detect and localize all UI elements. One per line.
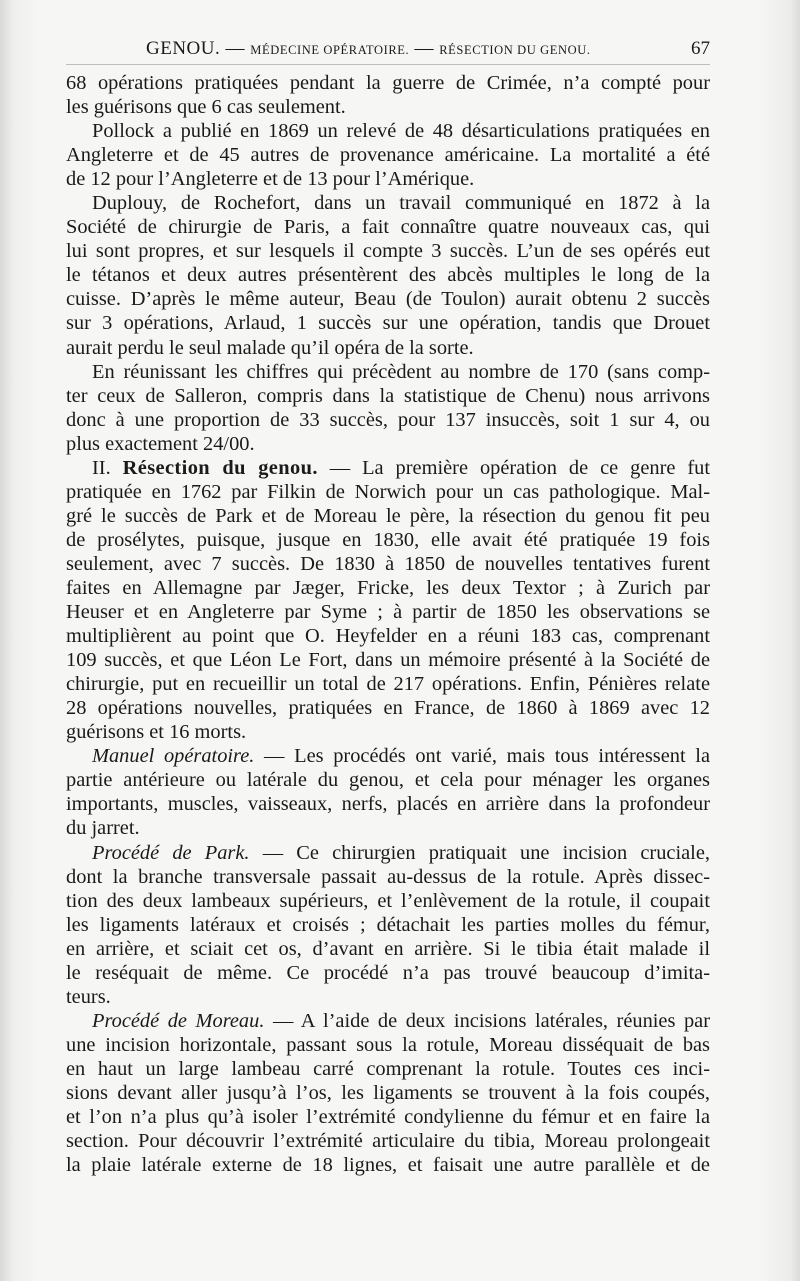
text-line: tion des deux lambeaux supérieurs, et l’enlèvement de la rotule, il coupait	[66, 889, 710, 912]
text-line: Duplouy, de Rochefort, dans un travail communiqué en 1872 à la	[92, 192, 710, 215]
text-line: plus exactement 24/00.	[66, 432, 255, 455]
subsection-heading: Procédé de Moreau.	[92, 1009, 265, 1032]
text-line	[66, 1009, 710, 1033]
text-line: gré le succès de Park et de Moreau le père, la résection du genou fit peu	[66, 504, 710, 527]
text-line: En réunissant les chiffres qui précèdent au nombre de 170 (sans comp-	[92, 360, 710, 383]
text-line: partie antérieure ou latérale du genou, et cela pour ménager les organes	[66, 769, 710, 792]
body-text	[66, 71, 710, 1177]
header-medecine-operatoire: MÉDECINE OPÉRATOIRE.	[250, 43, 410, 57]
header-resection-du-genou: RÉSECTION DU GENOU.	[439, 43, 591, 57]
text-line: dont la branche transversale passait au-dessus de la rotule. Après dissec-	[66, 865, 710, 888]
text-line: Heuser et en Angleterre par Syme ; à partir de 1850 les observations se	[66, 601, 710, 624]
text-line: une incision horizontale, passant sous la rotule, Moreau disséquait de bas	[66, 1033, 710, 1056]
text-line: multiplièrent au point que O. Heyfelder en a réuni 183 cas, comprenant	[66, 625, 710, 648]
text-line: les ligaments latéraux et croisés ; détachait les parties molles du fémur,	[66, 913, 710, 936]
text-line: le tétanos et deux autres présentèrent des abcès multiples le long de la	[66, 264, 710, 287]
text-line: de 12 pour l’Angleterre et de 13 pour l’Amérique.	[66, 168, 475, 191]
text-line: Pollock a publié en 1869 un relevé de 48 désarticulations pratiquées en	[92, 120, 710, 143]
text-line: cuisse. D’après le même auteur, Beau (de Toulon) aurait obtenu 2 succès	[66, 288, 710, 311]
text-line: le reséquait de même. Ce procédé n’a pas trouvé beaucoup d’imita-	[66, 961, 710, 984]
subsection-heading: Procédé de Park.	[92, 841, 250, 864]
text-line: teurs.	[66, 985, 111, 1008]
text-line: pratiquée en 1762 par Filkin de Norwich pour un cas pathologique. Mal-	[66, 480, 710, 503]
text-line: ter ceux de Salleron, compris dans la statistique de Chenu) nous arrivons	[66, 384, 710, 407]
header-separator: —	[220, 38, 251, 59]
line-text: — Les procédés ont varié, mais tous intéressent la	[254, 745, 710, 768]
text-line: du jarret.	[66, 817, 140, 840]
text-line	[66, 456, 710, 480]
text-line: et l’on n’a plus qu’à isoler l’extrémité condylienne du fémur et en faire la	[66, 1106, 710, 1129]
text-line: les guérisons que 6 cas seulement.	[66, 96, 346, 119]
line-text: — La première opération de ce genre fut	[317, 456, 710, 479]
section-heading: Résection du genou.	[122, 456, 318, 479]
text-line: sions devant aller jusqu’à l’os, les ligaments se trouvent à la fois coupés,	[66, 1081, 710, 1104]
running-title	[146, 36, 591, 63]
text-line: 68 opérations pratiquées pendant la guerre de Crimée, n’a compté pour	[66, 72, 710, 94]
text-line: 109 succès, et que Léon Le Fort, dans un mémoire présenté à la Société de	[66, 649, 710, 672]
page-number: 67	[691, 38, 710, 59]
running-header	[66, 36, 710, 62]
text-line: importants, muscles, vaisseaux, nerfs, placés en arrière dans la profondeur	[66, 793, 710, 816]
text-line: seulement, avec 7 succès. De 1830 à 1850 de nouvelles tentatives furent	[66, 552, 710, 575]
line-text: — A l’aide de deux incisions latérales, réunies par	[264, 1009, 710, 1032]
text-line: aurait perdu le seul malade qu’il opéra de la sorte.	[66, 336, 474, 359]
line-text: — Ce chirurgien pratiquait une incision cruciale,	[249, 841, 710, 864]
text-line: en arrière, et sciait cet os, d’avant en arrière. Si le tibia était malade il	[66, 937, 710, 960]
header-divider	[66, 64, 710, 65]
text-line: en haut un large lambeau carré comprenant la rotule. Toutes ces inci-	[66, 1057, 710, 1080]
text-line: lui sont propres, et sur lesquels il compte 3 succès. L’un de ses opérés eut	[66, 240, 710, 263]
text-line: section. Pour découvrir l’extrémité articulaire du tibia, Moreau prolongeait	[66, 1130, 710, 1153]
text-line: sur 3 opérations, Arlaud, 1 succès sur une opération, tandis que Drouet	[66, 312, 710, 335]
text-line: guérisons et 16 morts.	[66, 721, 247, 744]
section-number: II.	[92, 456, 123, 479]
header-separator: —	[409, 38, 440, 59]
header-genou: GENOU.	[146, 38, 221, 59]
text-line: 28 opérations nouvelles, pratiquées en France, de 1860 à 1869 avec 12	[66, 697, 710, 720]
text-line: la plaie latérale externe de 18 lignes, et faisait une autre parallèle et de	[66, 1154, 710, 1177]
text-line: faites en Allemagne par Jæger, Fricke, les deux Textor ; à Zurich par	[66, 576, 710, 599]
text-line: de prosélytes, puisque, jusque en 1830, elle avait été pratiquée 19 fois	[66, 528, 710, 551]
text-line	[66, 841, 710, 865]
text-line: chirurgie, put en recueillir un total de 217 opérations. Enfin, Pénières relate	[66, 673, 710, 696]
text-line: donc à une proportion de 33 succès, pour 137 insuccès, soit 1 sur 4, ou	[66, 408, 710, 431]
text-line	[66, 744, 710, 768]
text-line: Angleterre et de 45 autres de provenance américaine. La mortalité a été	[66, 144, 710, 167]
subsection-heading: Manuel opératoire.	[92, 745, 255, 768]
text-line: Société de chirurgie de Paris, a fait connaître quatre nouveaux cas, qui	[66, 216, 710, 239]
